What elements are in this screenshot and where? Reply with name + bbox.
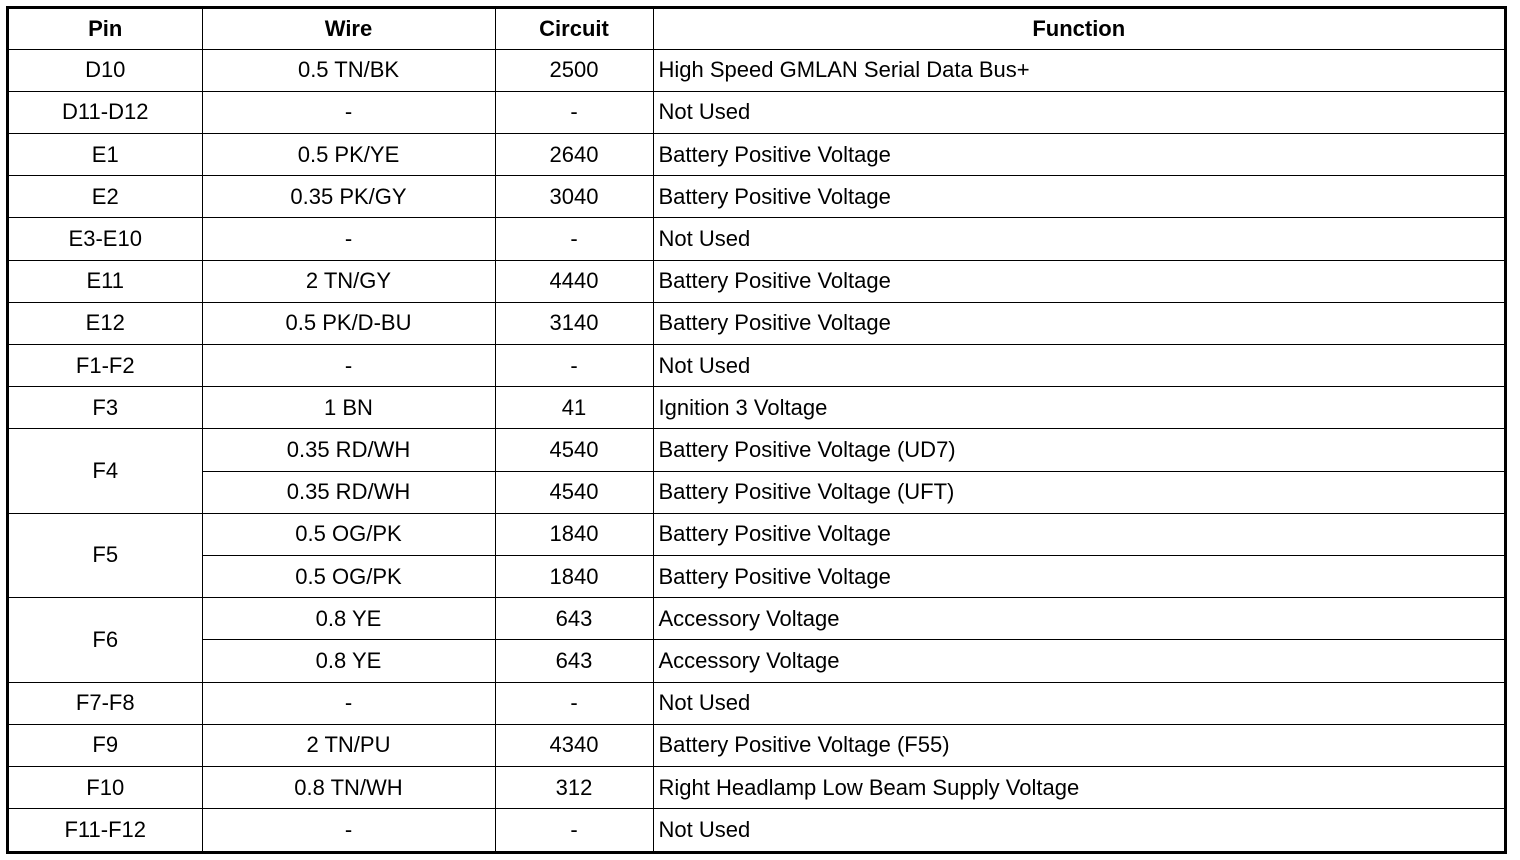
wire-cell: -: [202, 344, 495, 386]
circuit-cell: 41: [495, 387, 653, 429]
pin-cell: E11: [9, 260, 202, 302]
pin-cell: F9: [9, 724, 202, 766]
function-cell: Not Used: [653, 809, 1504, 851]
header-row: [9, 9, 1504, 49]
function-cell: Battery Positive Voltage: [653, 513, 1504, 555]
pin-cell: F6: [9, 598, 202, 682]
circuit-cell: 643: [495, 640, 653, 682]
wire-cell: 1 BN: [202, 387, 495, 429]
table-row: [9, 91, 1504, 133]
pin-cell: F5: [9, 513, 202, 597]
pin-cell: D11-D12: [9, 91, 202, 133]
wire-cell: 0.35 RD/WH: [202, 429, 495, 471]
function-cell: Battery Positive Voltage: [653, 176, 1504, 218]
wire-cell: 0.8 TN/WH: [202, 766, 495, 808]
function-cell: Battery Positive Voltage: [653, 260, 1504, 302]
connector-pinout-table: [9, 9, 1504, 851]
table-row: [9, 724, 1504, 766]
header-wire: Wire: [202, 9, 495, 49]
function-cell: Battery Positive Voltage: [653, 555, 1504, 597]
wire-cell: 0.35 PK/GY: [202, 176, 495, 218]
table-row: [9, 176, 1504, 218]
wire-cell: -: [202, 218, 495, 260]
table-row: [9, 513, 1504, 555]
function-cell: Accessory Voltage: [653, 640, 1504, 682]
pin-cell: E2: [9, 176, 202, 218]
table-row: [9, 598, 1504, 640]
function-cell: Battery Positive Voltage: [653, 133, 1504, 175]
pin-cell: F11-F12: [9, 809, 202, 851]
wire-cell: -: [202, 91, 495, 133]
table-row: [9, 429, 1504, 471]
wire-cell: 0.8 YE: [202, 640, 495, 682]
table-row: [9, 555, 1504, 597]
table-row: [9, 218, 1504, 260]
circuit-cell: 4440: [495, 260, 653, 302]
wire-cell: 0.5 OG/PK: [202, 555, 495, 597]
pin-cell: E12: [9, 302, 202, 344]
table-row: [9, 682, 1504, 724]
header-function: Function: [653, 9, 1504, 49]
table-row: [9, 49, 1504, 91]
circuit-cell: 4340: [495, 724, 653, 766]
wire-cell: 0.35 RD/WH: [202, 471, 495, 513]
table-row: [9, 809, 1504, 851]
function-cell: Battery Positive Voltage (UFT): [653, 471, 1504, 513]
function-cell: Battery Positive Voltage (F55): [653, 724, 1504, 766]
header-circuit: Circuit: [495, 9, 653, 49]
circuit-cell: 643: [495, 598, 653, 640]
circuit-cell: 3040: [495, 176, 653, 218]
table-row: [9, 640, 1504, 682]
wire-cell: -: [202, 682, 495, 724]
function-cell: Accessory Voltage: [653, 598, 1504, 640]
wire-cell: 0.5 TN/BK: [202, 49, 495, 91]
circuit-cell: 1840: [495, 513, 653, 555]
circuit-cell: 3140: [495, 302, 653, 344]
header-pin: Pin: [9, 9, 202, 49]
table-row: [9, 260, 1504, 302]
table-row: [9, 133, 1504, 175]
wire-cell: 0.8 YE: [202, 598, 495, 640]
circuit-cell: 4540: [495, 429, 653, 471]
circuit-cell: 2640: [495, 133, 653, 175]
function-cell: Ignition 3 Voltage: [653, 387, 1504, 429]
circuit-cell: -: [495, 91, 653, 133]
pin-cell: E1: [9, 133, 202, 175]
pin-cell: F4: [9, 429, 202, 513]
connector-pinout-table-frame: [6, 6, 1507, 854]
pin-cell: F7-F8: [9, 682, 202, 724]
circuit-cell: -: [495, 218, 653, 260]
circuit-cell: -: [495, 344, 653, 386]
circuit-cell: -: [495, 809, 653, 851]
function-cell: Right Headlamp Low Beam Supply Voltage: [653, 766, 1504, 808]
wire-cell: 0.5 OG/PK: [202, 513, 495, 555]
function-cell: Not Used: [653, 682, 1504, 724]
pin-cell: E3-E10: [9, 218, 202, 260]
circuit-cell: 1840: [495, 555, 653, 597]
function-cell: Not Used: [653, 218, 1504, 260]
table-row: [9, 766, 1504, 808]
function-cell: High Speed GMLAN Serial Data Bus+: [653, 49, 1504, 91]
function-cell: Battery Positive Voltage (UD7): [653, 429, 1504, 471]
function-cell: Not Used: [653, 91, 1504, 133]
circuit-cell: 312: [495, 766, 653, 808]
table-row: [9, 344, 1504, 386]
pin-cell: D10: [9, 49, 202, 91]
wire-cell: 2 TN/PU: [202, 724, 495, 766]
table-row: [9, 387, 1504, 429]
wire-cell: 0.5 PK/D-BU: [202, 302, 495, 344]
wire-cell: -: [202, 809, 495, 851]
wire-cell: 2 TN/GY: [202, 260, 495, 302]
pin-cell: F3: [9, 387, 202, 429]
circuit-cell: 4540: [495, 471, 653, 513]
function-cell: Battery Positive Voltage: [653, 302, 1504, 344]
circuit-cell: 2500: [495, 49, 653, 91]
circuit-cell: -: [495, 682, 653, 724]
function-cell: Not Used: [653, 344, 1504, 386]
table-row: [9, 302, 1504, 344]
pin-cell: F10: [9, 766, 202, 808]
wire-cell: 0.5 PK/YE: [202, 133, 495, 175]
pin-cell: F1-F2: [9, 344, 202, 386]
table-row: [9, 471, 1504, 513]
